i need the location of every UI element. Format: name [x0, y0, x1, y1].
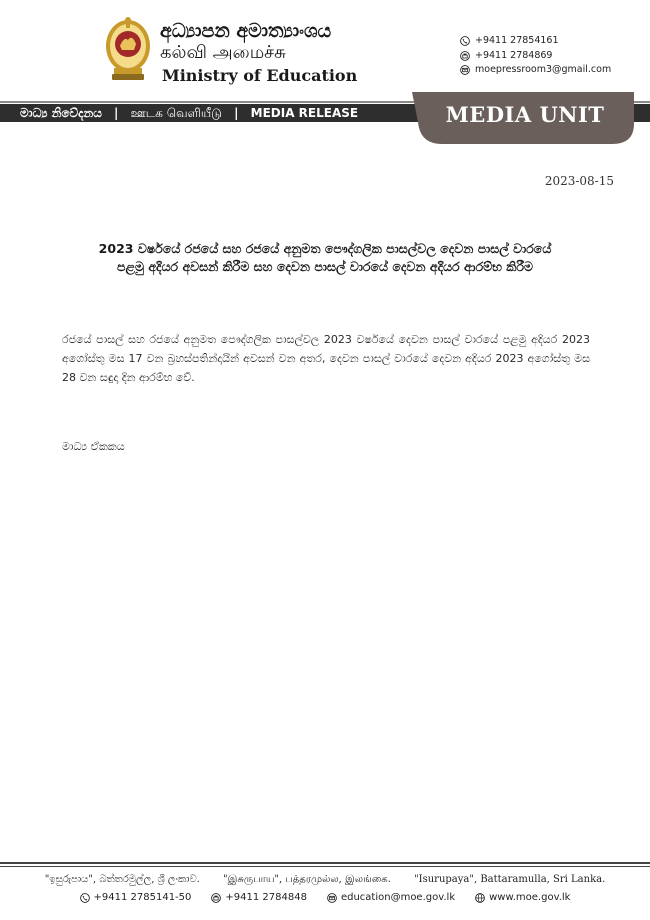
- phone-icon: [80, 893, 90, 903]
- footer-address-english: "Isurupaya", Battaramulla, Sri Lanka.: [414, 874, 606, 885]
- footer-address-tamil: "இசுருபாய", பத்தரமுல்ல, இலங்கை.: [223, 874, 391, 885]
- header-contact-email: [460, 64, 611, 75]
- ministry-name-english: Ministry of Education: [162, 66, 358, 85]
- release-body: රජයේ පාසල් සහ රජයේ අනුමත පෞද්ගලික පාසල්වල 2023 වර්ෂයේ දෙවන පාසල් වාරයේ පළමු අදියර 2023 අගෝස්තු මස 17 වන බ්‍රහස්පතින්දායින් අවසන් වන අතර, දෙවන පාසල් වාරයේ දෙවන අදියර 2023 අගෝස්තු මස 28 වන සඳුදා දින ආරම්භ වේ.: [62, 333, 590, 384]
- header-fax-text: +9411 2784869: [475, 50, 553, 61]
- header-contact-phone: [460, 35, 559, 46]
- ministry-name-sinhala: අධ්‍යාපන අමාත්‍යාංශය: [160, 20, 332, 42]
- footer-address-sinhala: "ඉසුරුපාය", බත්තරමුල්ල, ශ්‍රී ලංකාව.: [44, 874, 200, 885]
- release-title: [60, 240, 590, 276]
- phone-icon: [460, 36, 470, 46]
- header-contact-fax: [460, 50, 552, 61]
- ministry-name-tamil: கல்வி அமைச்சு: [160, 42, 286, 63]
- sri-lanka-emblem-logo: [104, 16, 152, 82]
- release-title-line-2: පළමු අදියර අවසන් කිරීම සහ දෙවන පාසල් වාරයේ දෙවන අදියර ආරම්භ කිරීම: [116, 259, 533, 274]
- header-email-text: moepressroom3@gmail.com: [475, 64, 612, 75]
- footer-contact-email[interactable]: [327, 892, 455, 903]
- web-icon: [475, 893, 485, 903]
- footer-fax-text: +9411 2784848: [225, 892, 307, 903]
- band-separator: |: [114, 106, 119, 120]
- band-separator: |: [234, 106, 239, 120]
- email-icon: [460, 65, 470, 75]
- footer-contact-web[interactable]: [475, 892, 570, 903]
- footer-email-text[interactable]: education@moe.gov.lk: [340, 892, 456, 903]
- header-phone-text: +9411 27854161: [475, 35, 559, 46]
- media-release-sinhala: මාධ්‍ය නිවේදනය: [20, 106, 102, 120]
- footer-divider: [0, 862, 650, 864]
- media-unit-title: MEDIA UNIT: [445, 102, 605, 127]
- footer-phone-text: +9411 2785141-50: [93, 892, 192, 903]
- footer-address: [0, 874, 650, 886]
- release-date: 2023-08-15: [544, 174, 614, 188]
- footer-contact-phone: [80, 892, 192, 903]
- email-icon: [327, 893, 337, 903]
- fax-icon: [460, 51, 470, 61]
- signoff: මාධ්‍ය ඒකකය: [62, 440, 125, 453]
- footer-contact-fax: [211, 892, 307, 903]
- footer-contacts: [0, 892, 650, 903]
- media-release-label: [20, 104, 358, 122]
- fax-icon: [211, 893, 221, 903]
- media-release-english: MEDIA RELEASE: [250, 106, 359, 120]
- footer-web-text[interactable]: www.moe.gov.lk: [489, 892, 571, 903]
- release-title-line-1: 2023 වර්ෂයේ රජයේ සහ රජයේ අනුමත පෞද්ගලික පාසල්වල දෙවන පාසල් වාරයේ: [98, 241, 552, 256]
- media-release-tamil: ஊடக வெளியீடு: [130, 106, 222, 120]
- footer-divider-thin: [0, 866, 650, 867]
